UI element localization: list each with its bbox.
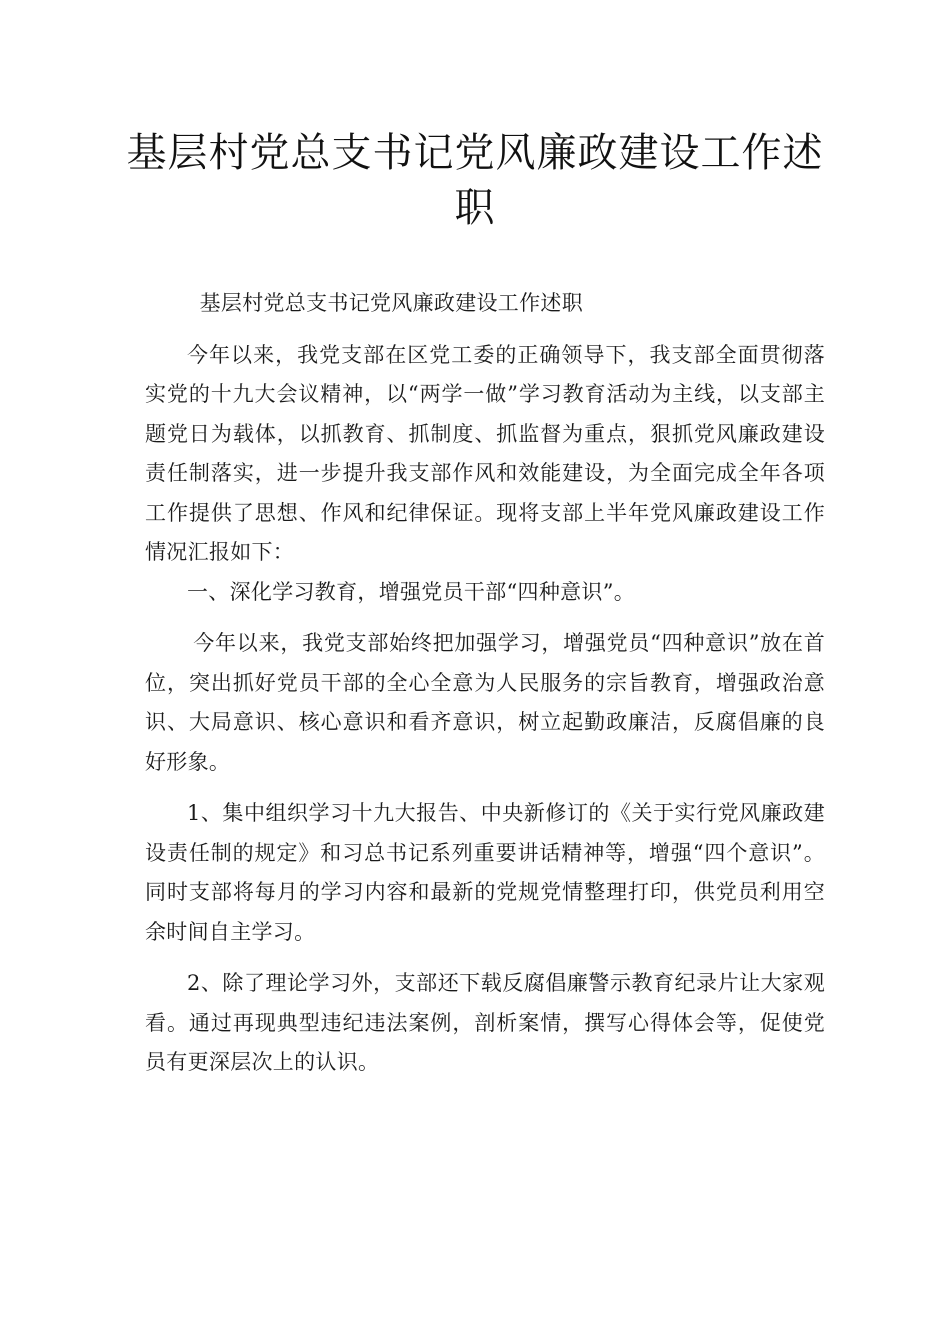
section-heading-1: 一、深化学习教育，增强党员干部“四种意识”。 (187, 579, 636, 604)
document-title: 基层村党总支书记党风廉政建设工作述职 (126, 130, 824, 231)
document-subtitle: 基层村党总支书记党风廉政建设工作述职 (199, 291, 583, 315)
paragraph-item-2: 2、除了理论学习外，支部还下载反腐倡廉警示教育纪录片让大家观看。通过再现典型违纪违法案例，剖析案情，撰写心得体会等，促使党员有更深层次上的认识。 (145, 971, 825, 1074)
paragraph-item-1: 1、集中组织学习十九大报告、中央新修订的《关于实行党风廉政建设责任制的规定》和习总书记系列重要讲话精神等，增强“四个意识”。同时支部将每月的学习内容和最新的党规党情整理打印，供党员利用空余时间自主学习。 (145, 801, 825, 944)
document-body (145, 284, 825, 1083)
paragraph-section-1: 今年以来，我党支部始终把加强学习，增强党员“四种意识”放在首位，突出抓好党员干部的全心全意为人民服务的宗旨教育，增强政治意识、大局意识、核心意识和看齐意识，树立起勤政廉洁，反腐倡廉的良好形象。 (145, 631, 825, 774)
paragraph-intro: 今年以来，我党支部在区党工委的正确领导下，我支部全面贯彻落实党的十九大会议精神，以“两学一做”学习教育活动为主线，以支部主题党日为载体，以抓教育、抓制度、抓监督为重点，狠抓党风廉政建设责任制落实，进一步提升我支部作风和效能建设，为全面完成全年各项工作提供了思想、作风和纪律保证。现将支部上半年党风廉政建设工作情况汇报如下： (145, 342, 825, 564)
